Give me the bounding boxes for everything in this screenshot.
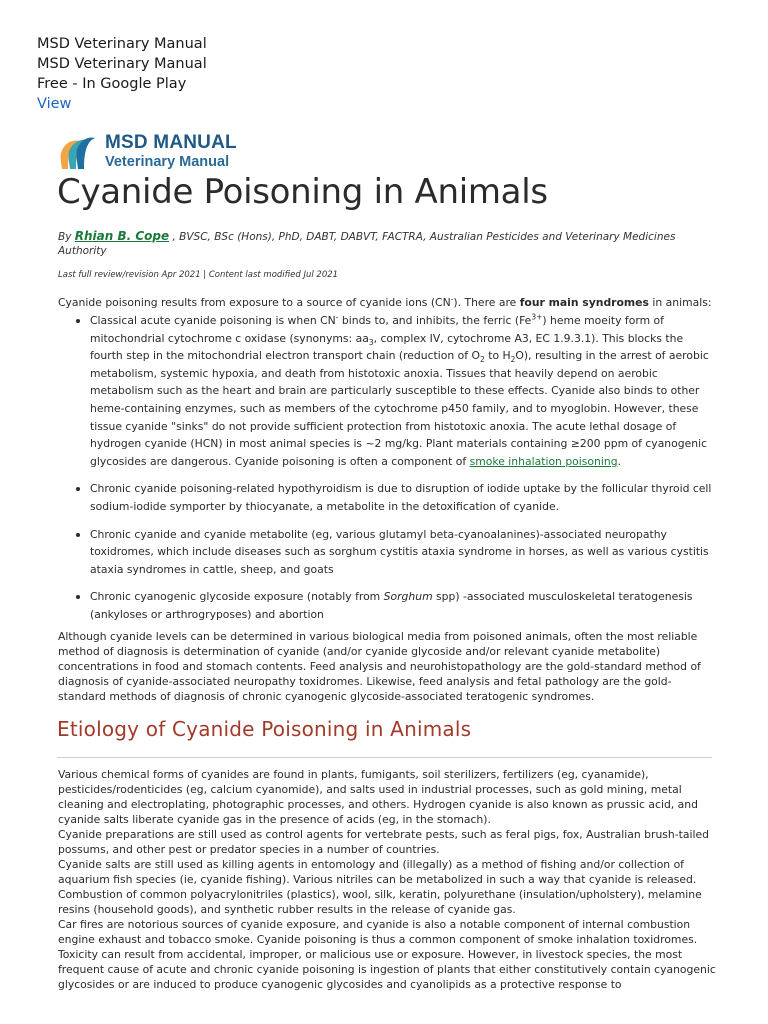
promo-view-link[interactable]: View — [37, 96, 72, 112]
author-credentials: , BVSC, BSc (Hons), PhD, DABT, DABVT, FACTRA, Australian Pesticides and Veterinary Medicines Authority — [58, 231, 676, 257]
diagnosis-paragraph: Although cyanide levels can be determined in various biological media from poisoned animals, often the most reliable method of diagnosis is determination of cyanide (and/or cyanide glycoside and/or relevant cyanide metabolite) concentrations in food and stomach contents. Feed analysis and neurohistopathology are the gold-standard method of diagnosis of cyanide-associated neuropathy toxidromes. Likewise, feed analysis and fetal pathology are the gold-standard methods of diagnosis of chronic cyanogenic glycoside-associated teratogenic syndromes. — [58, 629, 701, 703]
superscript: 3+ — [531, 312, 543, 322]
author-byline — [58, 229, 718, 258]
etiology-paragraph: Cyanide salts are still used as killing agents in entomology and (illegally) as a method of fishing and/or collection of aquarium fish species (ie, cyanide fishing). Various nitriles can be metabolized in such a way that cyanide is released. Combustion of common polyacrylonitriles (plastics), wool, silk, keratin, polyurethane (insulation/upholstery), melamine resins (household goods), and synthetic rubber results in the release of cyanide gas. — [58, 858, 702, 916]
superscript: - — [335, 312, 339, 322]
intro-bold: four main syndromes — [519, 296, 649, 309]
syndrome-list — [58, 312, 718, 624]
intro-paragraph — [58, 295, 718, 310]
list-item: • Chronic cyanide and cyanide metabolite (eg, various glutamyl beta-cyanoalanines)-associated neuropathy toxidromes, which include diseases such as sorghum cystitis ataxia syndrome in horses, as well as various cystitis ataxia syndromes in cattle, sheep, and goats — [90, 526, 718, 579]
etiology-paragraph: Car fires are notorious sources of cyanide exposure, and cyanide is also a notable component of internal combustion engine exhaust and tobacco smoke. Cyanide poisoning is thus a common component of smoke inhalation toxidromes. — [58, 918, 698, 946]
list-item — [90, 312, 718, 470]
page-title: Cyanide Poisoning in Animals — [57, 172, 548, 212]
subscript: 3 — [368, 337, 374, 347]
etiology-paragraph: Toxicity can result from accidental, improper, or malicious use or exposure. However, in livestock species, the most frequent cause of acute and chronic cyanide poisoning is ingestion of plants that either constitutively contain cyanogenic glycosides or are induced to produce cyanogenic glycosides and cyanolipids as a protective response to — [58, 948, 716, 991]
list-text: binds to, and inhibits, the ferric (Fe — [338, 314, 532, 327]
article-body — [58, 295, 718, 704]
byline-prefix: By — [58, 231, 72, 243]
intro-text: Cyanide poisoning results from exposure to a source of cyanide ions (CN — [58, 296, 451, 309]
intro-superscript: - — [450, 294, 454, 304]
logo-subtitle: Veterinary Manual — [105, 153, 230, 170]
subscript: 2 — [480, 355, 485, 365]
italic-term: Sorghum — [383, 590, 433, 604]
intro-text-2: ). There are — [453, 296, 520, 309]
intro-text-3: in animals: — [648, 296, 712, 309]
etiology-section — [58, 767, 718, 992]
app-promo-banner — [37, 34, 207, 114]
list-text: Chronic cyanogenic glycoside exposure (notably from — [90, 590, 384, 604]
logo-title: MSD MANUAL — [105, 131, 237, 153]
list-text: O), resulting in the arrest of aerobic metabolism, systemic hypoxia, and death from histotoxic anoxia. Tissues that heavily depend on aerobic metabolism such as the heart and brain are particularly susceptible to these effects. Cyanide also binds to other heme-containing enzymes, such as members of the cytochrome p450 family, and to myoglobin. However, these tissue cyanide "sinks" do not provide sufficient protection from histotoxic anoxia. The acute lethal dosage of hydrogen cyanide (HCN) in most animal species is ~2 mg/kg. Plant materials containing ≥200 ppm of cyanogenic glycosides are dangerous. Cyanide poisoning is often a component of — [90, 349, 709, 468]
promo-app-price: Free - In Google Play — [37, 76, 187, 92]
review-date: Last full review/revision Apr 2021 | Content last modified Jul 2021 — [58, 270, 339, 280]
subscript: 2 — [510, 355, 516, 365]
list-text: , complex IV, cytochrome A3, EC 1.9.3.1). This blocks the fourth step in the mitochondrial electron transport chain (reduction of O — [90, 331, 684, 363]
list-item — [90, 588, 718, 623]
smoke-inhalation-link[interactable]: smoke inhalation poisoning — [469, 454, 618, 468]
list-text: to H — [484, 349, 511, 363]
section-divider — [57, 757, 712, 758]
list-text: ) heme moeity form of mitochondrial cytochrome c oxidase (synonyms: aa — [90, 314, 664, 345]
etiology-paragraph: Various chemical forms of cyanides are found in plants, fumigants, soil sterilizers, fertilizers (eg, cyanamide), pesticides/rodenticides (eg, calcium cyanomide), and salts used in industrial processes, such as gold mining, metal cleaning and electroplating, photographic processes, and others. Hydrogen cyanide is also known as prussic acid, and cyanide salts liberate cyanide gas in the presence of acids (eg, in the stomach). — [58, 768, 698, 826]
author-link[interactable]: Rhian B. Cope — [74, 229, 170, 243]
etiology-paragraph: Cyanide preparations are still used as control agents for vertebrate pests, such as feral pigs, fox, Australian brush-tailed possums, and other pest or predator species in a number of countries. — [58, 828, 710, 856]
list-text: spp) -associated musculoskeletal teratogenesis (ankyloses or arthrogryposes) and abortion — [90, 590, 693, 621]
msd-manual-logo[interactable] — [58, 129, 237, 173]
section-heading-etiology: Etiology of Cyanide Poisoning in Animals — [57, 717, 472, 741]
promo-app-publisher: MSD Veterinary Manual — [37, 56, 207, 72]
list-text: Classical acute cyanide poisoning is when CN — [90, 314, 336, 327]
list-item: • Chronic cyanide poisoning-related hypothyroidism is due to disruption of iodide uptake by the follicular thyroid cell sodium-iodide symporter by thiocyanate, a metabolite in the detoxification of cyanide. — [90, 480, 718, 515]
list-text: . — [617, 454, 621, 468]
promo-app-name: MSD Veterinary Manual — [37, 36, 207, 52]
msd-logo-icon — [58, 129, 96, 173]
